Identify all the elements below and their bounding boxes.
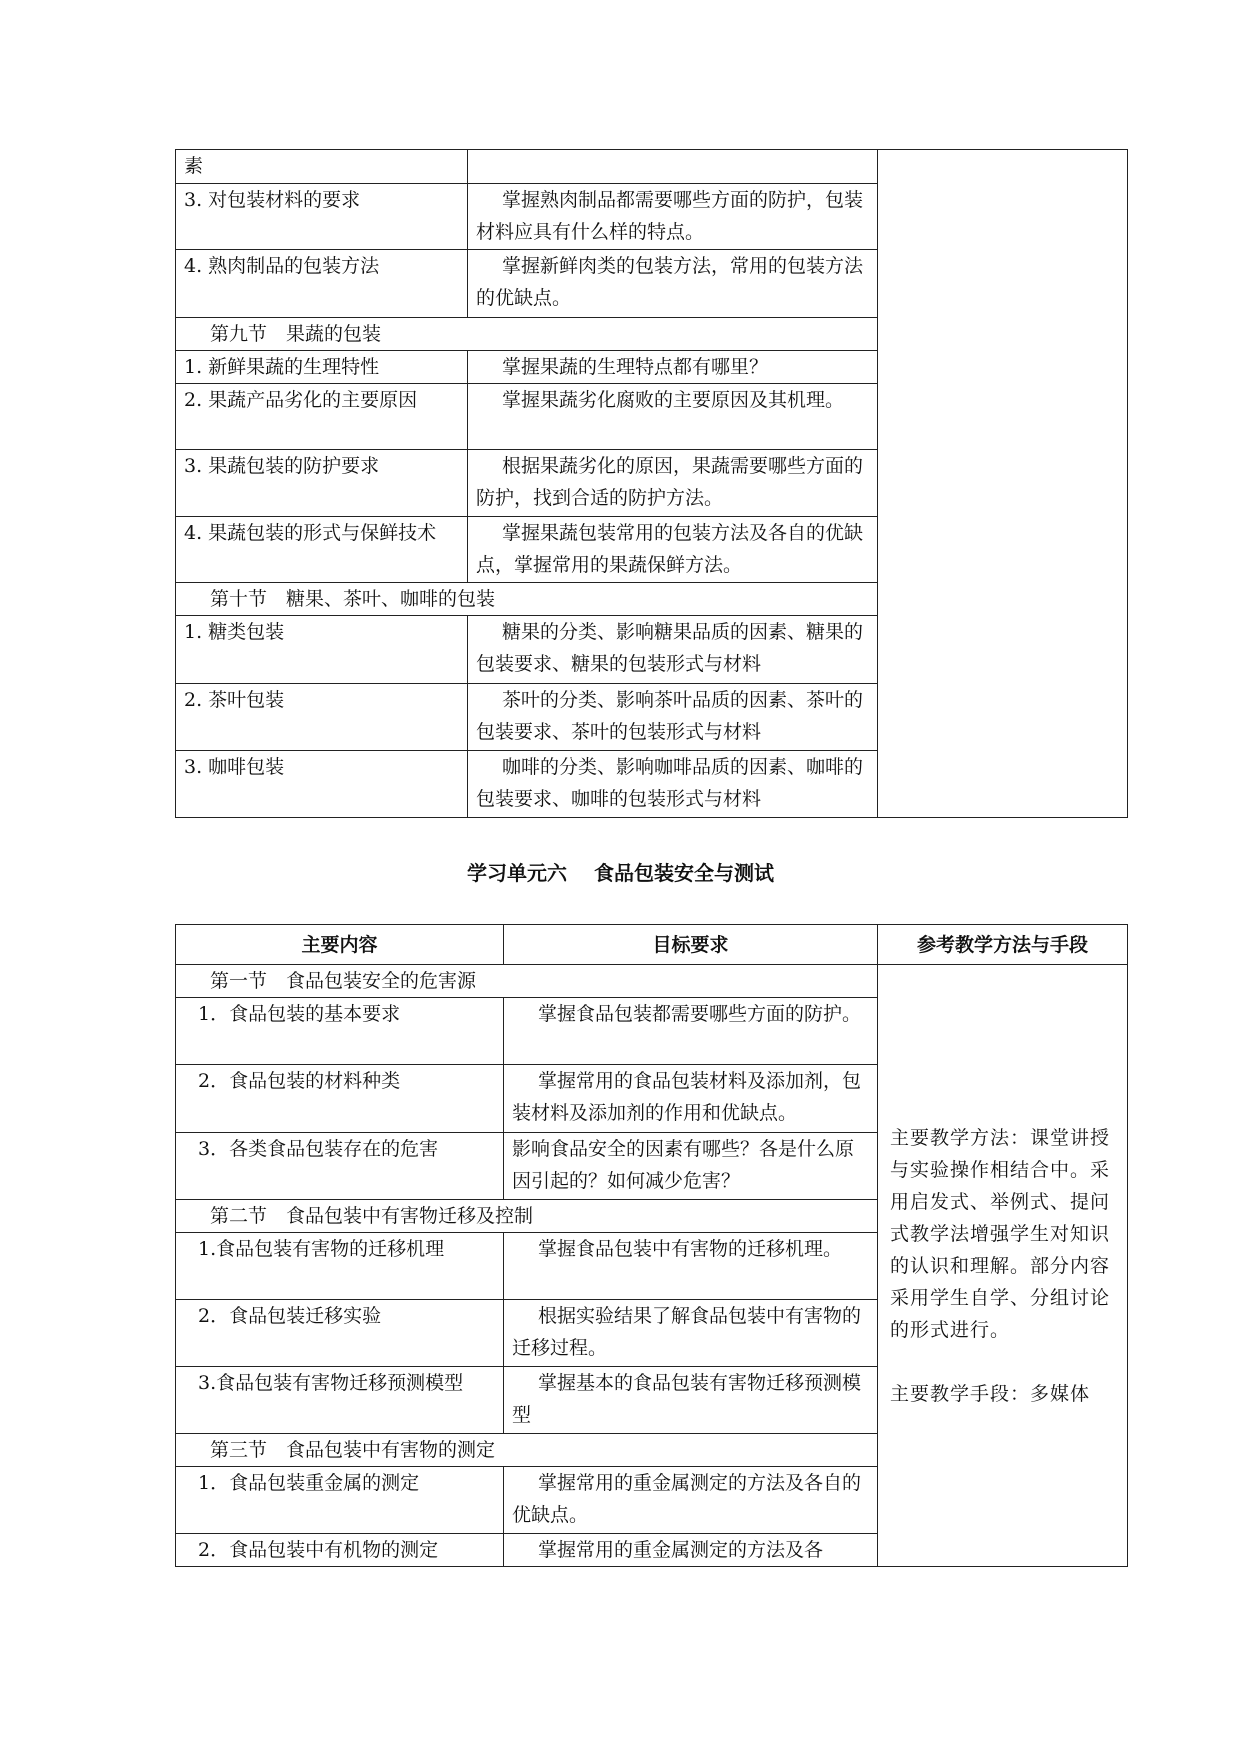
syllabus-table-unit6 <box>175 924 1128 1567</box>
teaching-methods-text: 主要教学方法：课堂讲授与实验操作相结合中。采用启发式、举例式、提问式教学法增强学生对知识的认识和理解。部分内容采用学生自学、分组讨论的形式进行。 <box>890 1126 1111 1341</box>
spacer <box>890 1346 1115 1378</box>
requirement-cell: 根据果蔬劣化的原因，果蔬需要哪些方面的防护，找到合适的防护方法。 <box>468 450 878 517</box>
content-cell: 3. 对包装材料的要求 <box>176 184 468 250</box>
requirement-cell: 掌握果蔬包装常用的包装方法及各自的优缺点，掌握常用的果蔬保鲜方法。 <box>468 517 878 583</box>
content-cell: 4. 熟肉制品的包装方法 <box>176 250 468 318</box>
section-row <box>176 965 1128 998</box>
requirement-cell: 掌握常用的重金属测定的方法及各自的优缺点。 <box>504 1467 878 1534</box>
requirement-cell: 糖果的分类、影响糖果品质的因素、糖果的包装要求、糖果的包装形式与材料 <box>468 616 878 684</box>
requirement-cell: 掌握基本的食品包装有害物迁移预测模型 <box>504 1367 878 1434</box>
requirement-cell: 咖啡的分类、影响咖啡品质的因素、咖啡的包装要求、咖啡的包装形式与材料 <box>468 751 878 818</box>
content-cell: 1. 糖类包装 <box>176 616 468 684</box>
content-cell: 3. 咖啡包装 <box>176 751 468 818</box>
table-row <box>176 150 1128 184</box>
requirement-cell: 掌握常用的食品包装材料及添加剂，包装材料及添加剂的作用和优缺点。 <box>504 1065 878 1133</box>
content-cell: 1．食品包装重金属的测定 <box>176 1467 504 1534</box>
header-teaching-methods: 参考教学方法与手段 <box>878 925 1128 965</box>
content-cell: 2．食品包装的材料种类 <box>176 1065 504 1133</box>
content-cell: 3. 果蔬包装的防护要求 <box>176 450 468 517</box>
requirement-cell: 掌握常用的重金属测定的方法及各 <box>504 1534 878 1567</box>
section-heading: 第二节 食品包装中有害物迁移及控制 <box>176 1200 878 1233</box>
content-cell: 3．各类食品包装存在的危害 <box>176 1133 504 1200</box>
requirement-cell: 影响食品安全的因素有哪些？各是什么原因引起的？如何减少危害？ <box>504 1133 878 1200</box>
requirement-cell: 掌握果蔬劣化腐败的主要原因及其机理。 <box>468 384 878 450</box>
section-heading: 第十节 糖果、茶叶、咖啡的包装 <box>176 583 878 616</box>
requirement-cell: 掌握果蔬的生理特点都有哪里？ <box>468 351 878 384</box>
requirement-cell <box>468 150 878 184</box>
requirement-cell: 掌握新鲜肉类的包装方法，常用的包装方法的优缺点。 <box>468 250 878 318</box>
header-row <box>176 925 1128 965</box>
content-cell: 1. 新鲜果蔬的生理特性 <box>176 351 468 384</box>
content-cell: 4. 果蔬包装的形式与保鲜技术 <box>176 517 468 583</box>
requirement-cell: 掌握熟肉制品都需要哪些方面的防护，包装材料应具有什么样的特点。 <box>468 184 878 250</box>
requirement-cell: 掌握食品包装中有害物的迁移机理。 <box>504 1233 878 1300</box>
section-heading: 第九节 果蔬的包装 <box>176 318 878 351</box>
requirement-cell: 根据实验结果了解食品包装中有害物的迁移过程。 <box>504 1300 878 1367</box>
methods-cell-empty <box>878 150 1128 818</box>
section-heading: 第一节 食品包装安全的危害源 <box>176 965 878 998</box>
content-cell: 3.食品包装有害物迁移预测模型 <box>176 1367 504 1434</box>
syllabus-table-continued <box>175 149 1128 818</box>
content-cell: 素 <box>176 150 468 184</box>
content-cell: 2．食品包装迁移实验 <box>176 1300 504 1367</box>
unit-title: 学习单元六 食品包装安全与测试 <box>467 861 774 885</box>
teaching-methods-cell <box>878 965 1128 1567</box>
content-cell: 2. 果蔬产品劣化的主要原因 <box>176 384 468 450</box>
content-cell: 2. 茶叶包装 <box>176 684 468 751</box>
header-main-content: 主要内容 <box>176 925 504 965</box>
teaching-means-text: 主要教学手段：多媒体 <box>890 1382 1091 1405</box>
content-cell: 2．食品包装中有机物的测定 <box>176 1534 504 1567</box>
section-heading: 第三节 食品包装中有害物的测定 <box>176 1434 878 1467</box>
requirement-cell: 掌握食品包装都需要哪些方面的防护。 <box>504 998 878 1065</box>
requirement-cell: 茶叶的分类、影响茶叶品质的因素、茶叶的包装要求、茶叶的包装形式与材料 <box>468 684 878 751</box>
header-target-requirements: 目标要求 <box>504 925 878 965</box>
content-cell: 1.食品包装有害物的迁移机理 <box>176 1233 504 1300</box>
content-cell: 1．食品包装的基本要求 <box>176 998 504 1065</box>
